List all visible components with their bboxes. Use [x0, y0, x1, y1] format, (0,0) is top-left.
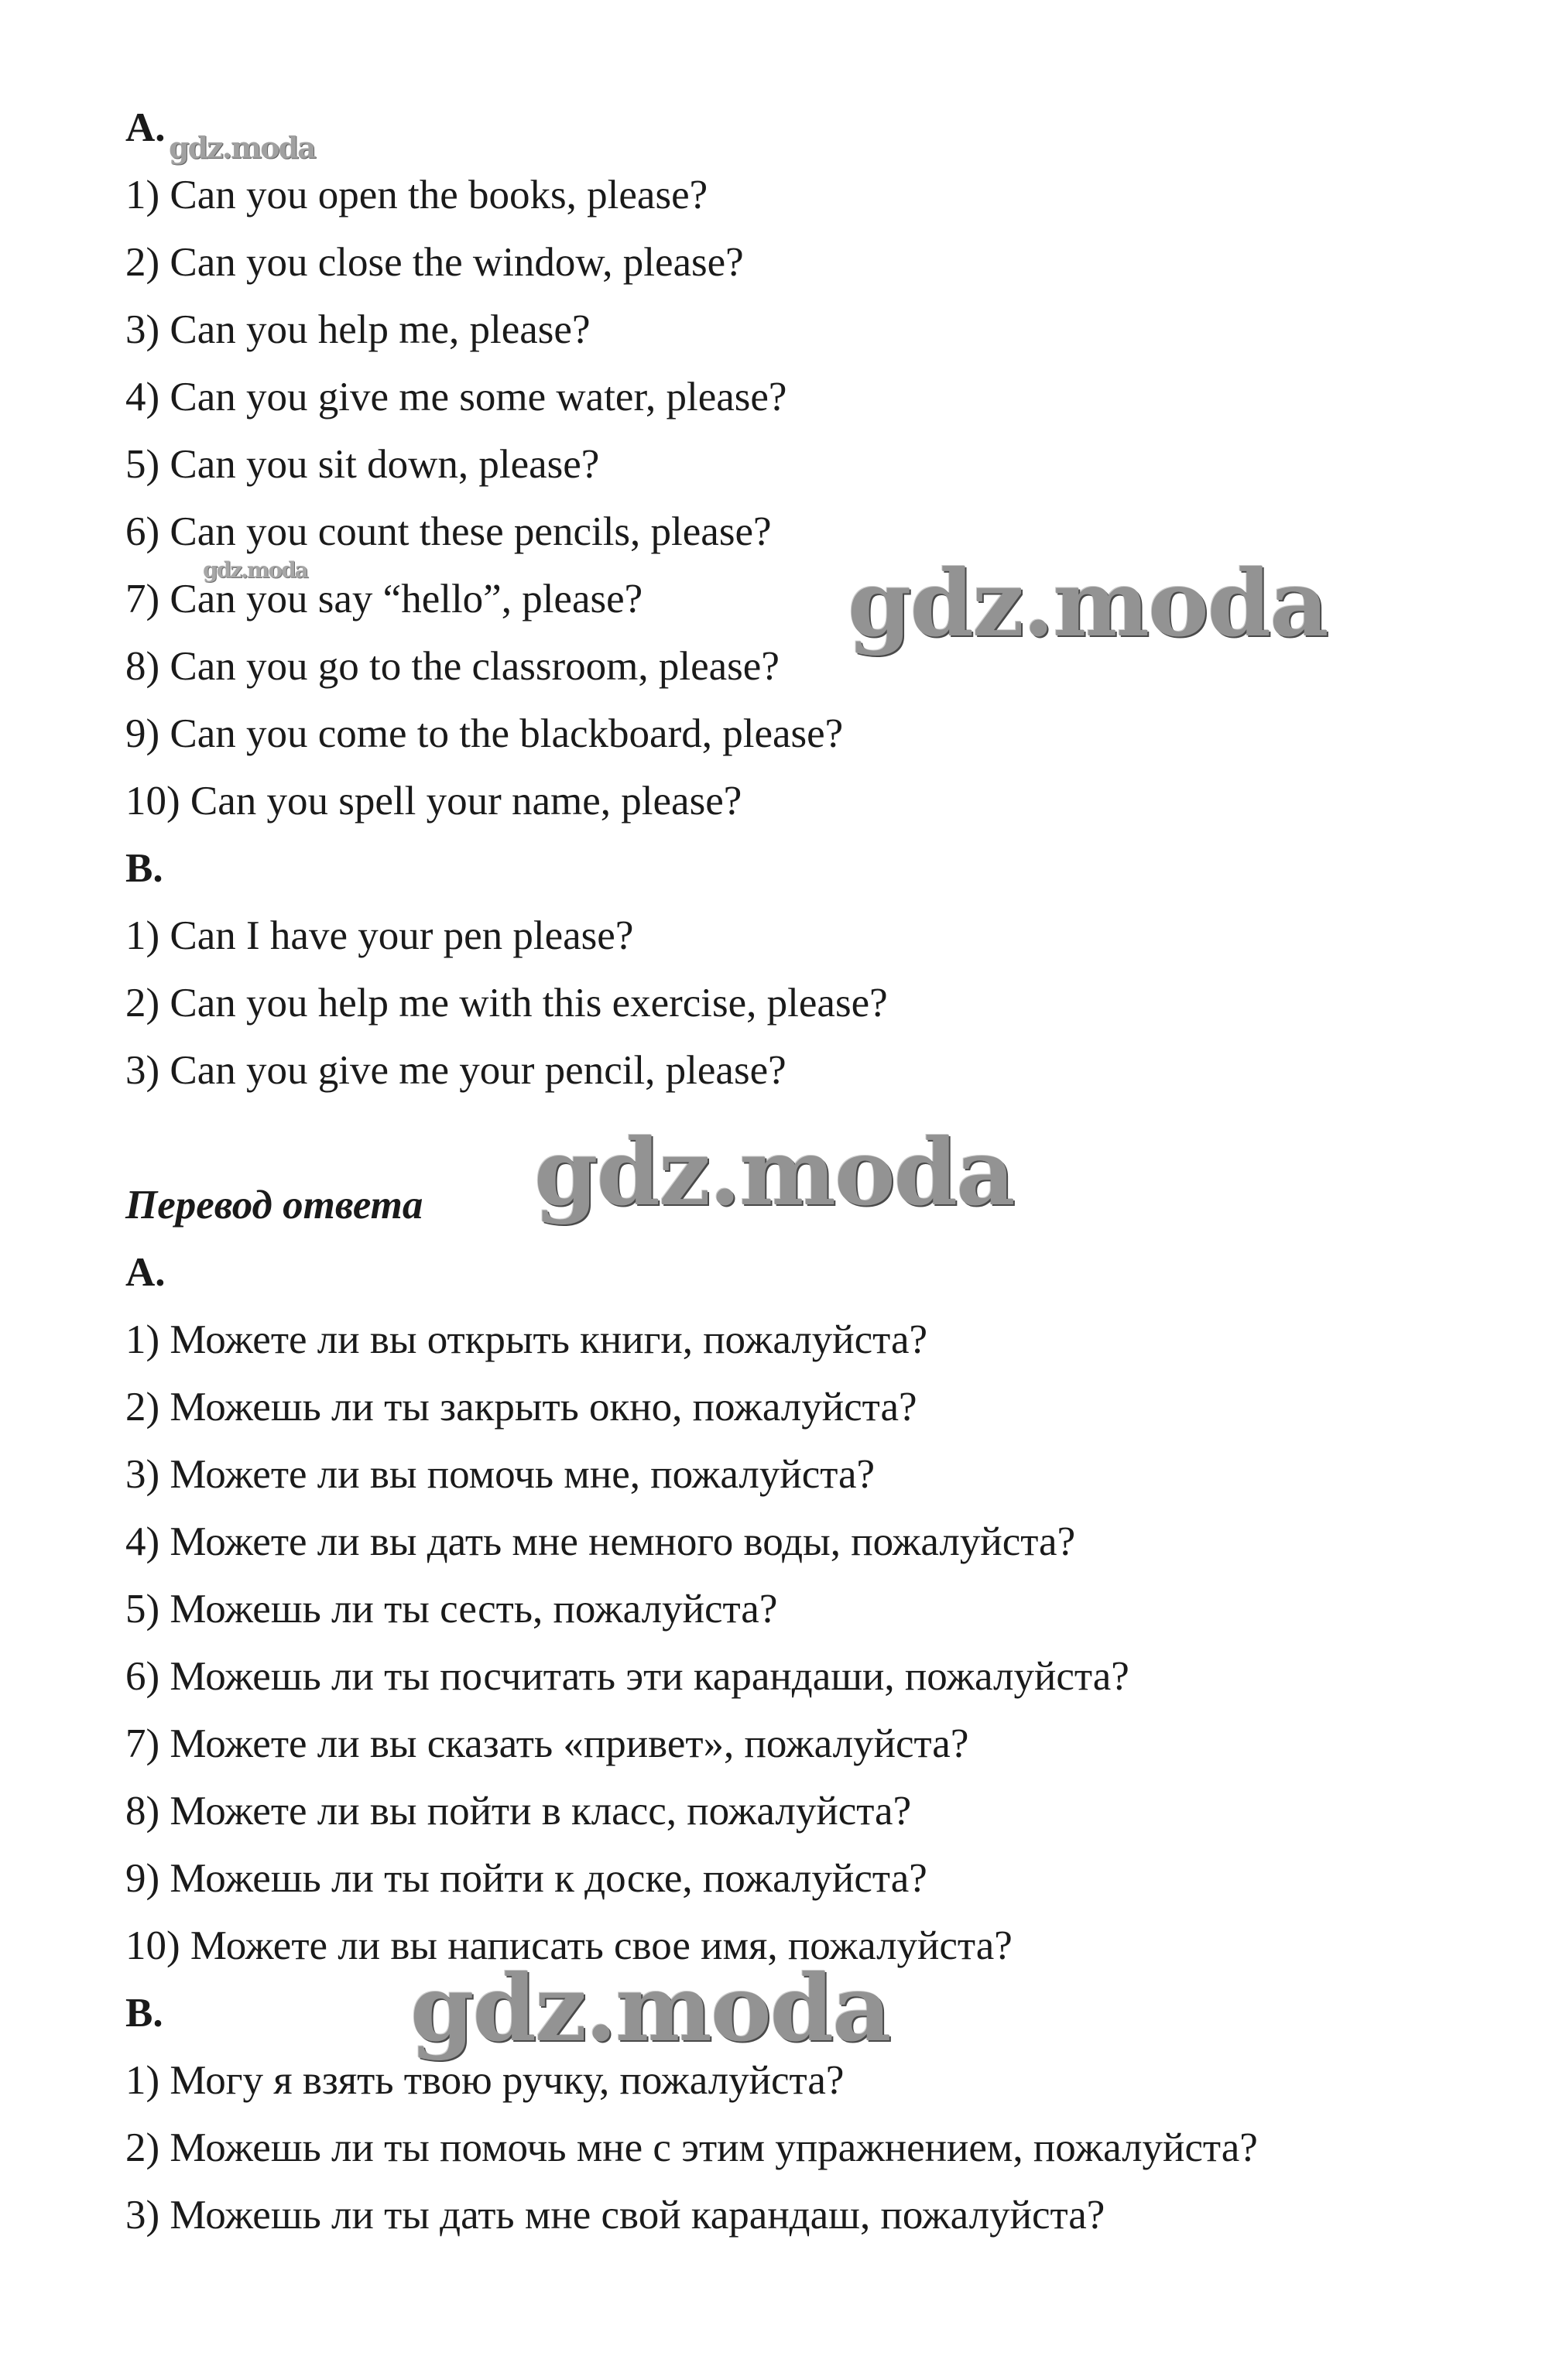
- translation-section-b-heading: B.: [125, 1991, 163, 2036]
- list-item: 6) Можешь ли ты посчитать эти карандаши, пожалуйста?: [125, 1654, 1129, 1699]
- list-item: 6) Can you count these pencils, please?: [125, 509, 772, 554]
- list-item: 2) Can you close the window, please?: [125, 240, 744, 285]
- list-item: 3) Can you help me, please?: [125, 307, 591, 352]
- list-item: 8) Можете ли вы пойти в класс, пожалуйста?: [125, 1789, 912, 1834]
- list-item: 10) Can you spell your name, please?: [125, 779, 742, 824]
- list-item: 9) Can you come to the blackboard, please?: [125, 711, 844, 756]
- list-item: 3) Можешь ли ты дать мне свой карандаш, пожалуйста?: [125, 2193, 1105, 2238]
- list-item: 8) Can you go to the classroom, please?: [125, 644, 780, 689]
- section-b-list: [125, 902, 1488, 1104]
- list-item: 4) Can you give me some water, please?: [125, 375, 787, 419]
- list-item: 1) Можете ли вы открыть книги, пожалуйста?: [125, 1317, 928, 1362]
- watermark-logo: gdz.moda: [848, 550, 1328, 657]
- list-item: 1) Can you open the books, please?: [125, 173, 708, 217]
- section-a-heading: A.: [125, 105, 166, 150]
- section-b-heading: B.: [125, 846, 163, 891]
- list-item: 7) Можете ли вы сказать «привет», пожалуйста?: [125, 1721, 969, 1766]
- watermark-logo: gdz.moda: [203, 557, 307, 583]
- watermark-logo: gdz.moda: [410, 1954, 890, 2062]
- list-item: 5) Можешь ли ты сесть, пожалуйста?: [125, 1587, 778, 1632]
- translation-section-a-list: [125, 1306, 1488, 1980]
- list-item: 1) Can I have your pen please?: [125, 913, 634, 958]
- list-item: 2) Можешь ли ты помочь мне с этим упражнением, пожалуйста?: [125, 2125, 1258, 2170]
- watermark-logo: gdz.moda: [169, 130, 315, 165]
- translation-section-a-heading: A.: [125, 1250, 166, 1295]
- section-a-list: [125, 162, 1488, 835]
- list-item: 5) Can you sit down, please?: [125, 442, 600, 487]
- list-item: 2) Можешь ли ты закрыть окно, пожалуйста?: [125, 1385, 917, 1430]
- list-item: 2) Can you help me with this exercise, please?: [125, 981, 888, 1026]
- list-item: 4) Можете ли вы дать мне немного воды, пожалуйста?: [125, 1519, 1076, 1564]
- list-item: 9) Можешь ли ты пойти к доске, пожалуйста?: [125, 1856, 927, 1901]
- watermark-logo: gdz.moda: [534, 1118, 1014, 1226]
- list-item: 3) Can you give me your pencil, please?: [125, 1048, 786, 1093]
- list-item: 3) Можете ли вы помочь мне, пожалуйста?: [125, 1452, 876, 1497]
- list-item: 1) Могу я взять твою ручку, пожалуйста?: [125, 2058, 845, 2103]
- translation-section-b-list: [125, 2047, 1488, 2249]
- list-item: 7) Can you say “hello”, please?: [125, 577, 643, 622]
- list-item: 10) Можете ли вы написать свое имя, пожалуйста?: [125, 1923, 1013, 1968]
- translation-title: Перевод ответа: [125, 1183, 423, 1228]
